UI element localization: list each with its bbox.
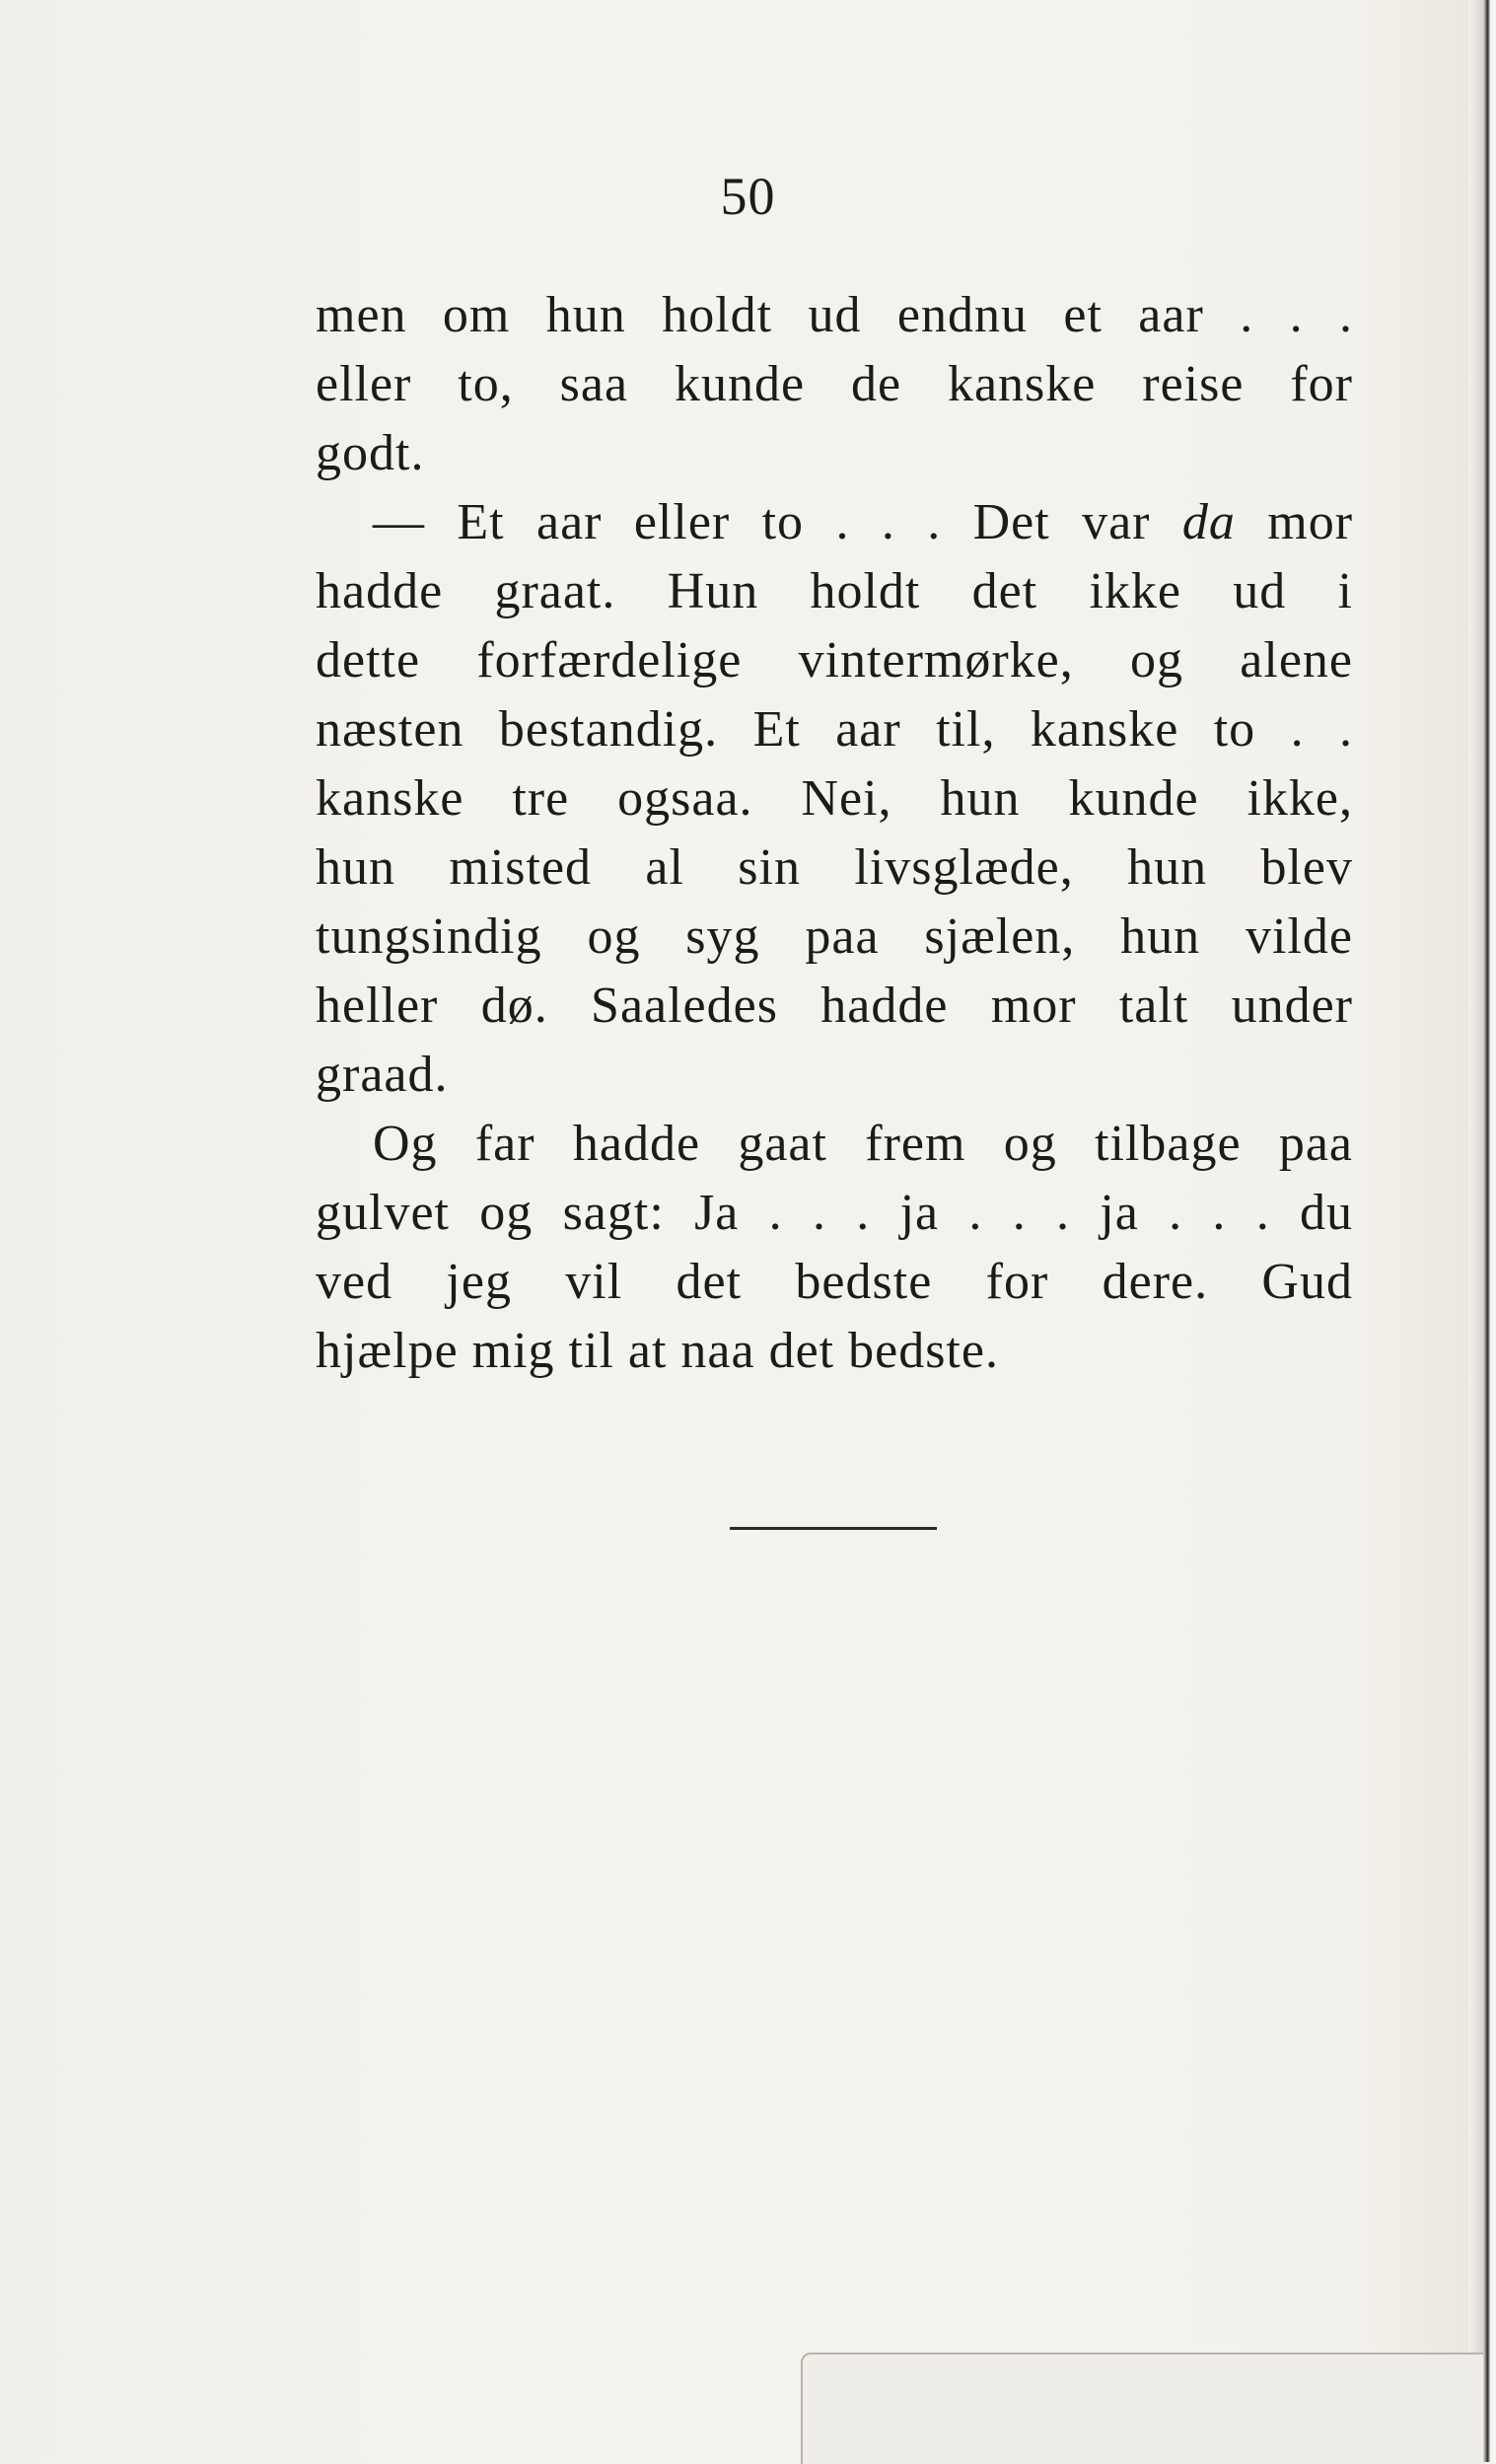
text-line: hadde graat. Hun holdt det ikke ud i xyxy=(316,563,1353,619)
text-line: gulvet og sagt: Ja . . . ja . . . ja . . . du xyxy=(316,1185,1353,1241)
text-line xyxy=(316,488,1353,557)
text-line: hjælpe mig til at naa det bedste. xyxy=(316,1323,999,1379)
page-corner-tab xyxy=(801,2353,1483,2464)
text-line: eller to, saa kunde de kanske reise for xyxy=(316,356,1353,412)
text-line: ved jeg vil det bedste for dere. Gud xyxy=(316,1254,1353,1310)
text-line: hun misted al sin livsglæde, hun blev xyxy=(316,839,1353,896)
italic-word: da xyxy=(1181,494,1236,550)
page-number: 50 xyxy=(720,167,776,226)
text-line-start: — Et aar eller to . . . Det var xyxy=(373,494,1151,550)
text-line: men om hun holdt ud endnu et aar . . . xyxy=(316,287,1353,343)
text-line: dette forfærdelige vintermørke, og alene xyxy=(316,632,1353,688)
body-text xyxy=(316,281,1353,1386)
text-line-end: mor xyxy=(1267,494,1354,550)
text-line: heller dø. Saaledes hadde mor talt under xyxy=(316,978,1353,1034)
text-line: tungsindig og syg paa sjælen, hun vilde xyxy=(316,908,1353,965)
text-line: kanske tre ogsaa. Nei, hun kunde ikke, xyxy=(316,770,1353,827)
text-line: godt. xyxy=(316,425,425,481)
section-divider xyxy=(730,1527,937,1530)
text-line: graad. xyxy=(316,1047,449,1103)
page-edge xyxy=(1468,0,1496,2462)
text-line: næsten bestandig. Et aar til, kanske to . . xyxy=(316,701,1353,758)
text-line: Og far hadde gaat frem og tilbage paa xyxy=(373,1116,1353,1172)
